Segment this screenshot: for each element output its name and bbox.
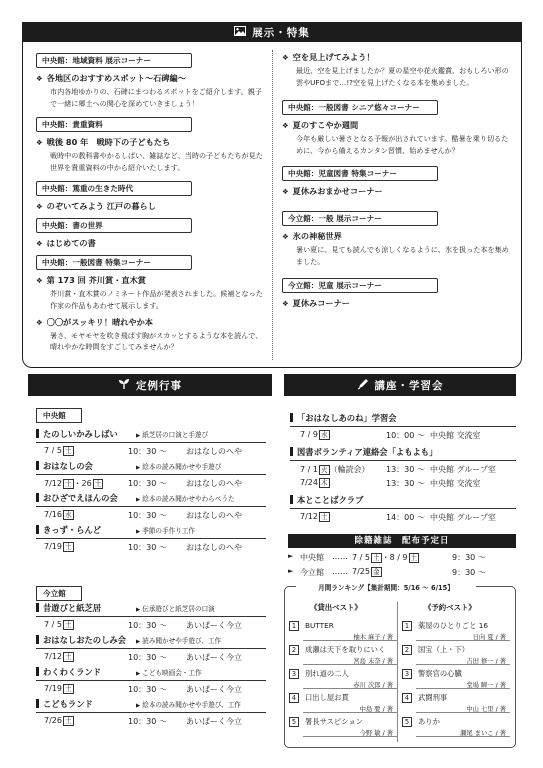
exhibit-title: はじめての書 bbox=[46, 238, 96, 249]
event-dow: 土 bbox=[64, 621, 72, 629]
event-place: おはなしのへや bbox=[186, 447, 242, 456]
exhibit-description: 戦時中の教科書やかるしばい、雑誌など、当時の子どもたちが見た世界を貴重資料の中から紹介いたします。 bbox=[50, 151, 263, 172]
exhibit-entry bbox=[282, 186, 514, 197]
lecture-rule bbox=[290, 508, 516, 509]
event-item[interactable] bbox=[36, 634, 266, 663]
rank-title: BUTTER bbox=[305, 621, 334, 630]
event-dow: 土 bbox=[64, 543, 72, 551]
ranking-item[interactable] bbox=[402, 645, 510, 667]
event-note: ▶ 絵本の読み聞かせや手遊び bbox=[136, 461, 221, 471]
exhibit-entry bbox=[36, 317, 264, 328]
arrow-right-icon: ► bbox=[288, 567, 294, 575]
lecture-time: 13：30 ～ bbox=[386, 479, 425, 488]
exhibit-tag: 中央館：一般図書 特集コーナー bbox=[36, 255, 192, 270]
event-date bbox=[44, 542, 74, 552]
event-place: おはなしのへや bbox=[186, 511, 242, 520]
lecture-dow: 土 bbox=[320, 513, 328, 521]
event-item[interactable] bbox=[36, 602, 266, 631]
event-item[interactable] bbox=[36, 524, 266, 553]
event-date-text: 7/19 bbox=[44, 542, 62, 551]
lecture-item[interactable] bbox=[290, 412, 516, 441]
exhibits-left-column bbox=[36, 47, 264, 353]
exhibit-tag: 今立館：一般 展示コーナー bbox=[282, 211, 438, 226]
event-note: ▶ 絵本の読み聞かせや手遊び、工作 bbox=[136, 699, 241, 709]
diamond-bullet-icon: ❖ bbox=[36, 138, 43, 148]
lecture-time: 10：00 ～ bbox=[386, 431, 425, 440]
discard-dots: …… bbox=[332, 552, 348, 561]
event-time: 10：30 ～ bbox=[128, 717, 167, 726]
event-dow: 土 bbox=[64, 480, 72, 488]
event-time: 10：30 ～ bbox=[128, 511, 167, 520]
ranking-item[interactable] bbox=[402, 717, 510, 739]
rank-author: 中山 七里 / 著 bbox=[466, 706, 506, 713]
event-dow: 土 bbox=[64, 685, 72, 693]
event-schedule bbox=[36, 542, 266, 553]
rank-author: 宮島 未奈 / 著 bbox=[353, 658, 393, 665]
diamond-bullet-icon: ❖ bbox=[36, 276, 43, 286]
rank-author: 中島 要 / 著 bbox=[359, 706, 393, 713]
exhibit-title: 第 173 回 芥川賞・直木賞 bbox=[46, 275, 146, 286]
event-title: たのしいかみしばい bbox=[36, 428, 118, 440]
discard-date1: 7 / 5 bbox=[352, 553, 370, 562]
diamond-bullet-icon: ❖ bbox=[36, 239, 43, 249]
rank-number: 3 bbox=[402, 669, 412, 679]
rank-author: 堂場 瞬一 / 著 bbox=[466, 682, 506, 689]
rank-number: 5 bbox=[402, 717, 412, 727]
event-schedule bbox=[36, 510, 266, 521]
rank-underline bbox=[416, 664, 510, 665]
rank-underline bbox=[416, 712, 510, 713]
rank-underline bbox=[303, 736, 397, 737]
exhibit-entry bbox=[282, 231, 514, 242]
diamond-bullet-icon: ❖ bbox=[36, 317, 43, 327]
diamond-bullet-icon: ❖ bbox=[282, 298, 289, 308]
rank-number: 4 bbox=[402, 693, 412, 703]
lecture-date-text: 7 / 1 bbox=[300, 465, 318, 474]
events-chuo-label: 中央館 bbox=[36, 408, 82, 423]
rank-number: 2 bbox=[402, 645, 412, 655]
event-place: おはなしのへや bbox=[186, 543, 242, 552]
lecture-date-text: 7 / 9 bbox=[300, 430, 318, 439]
discard-dow2: 土 bbox=[410, 554, 418, 562]
ranking-item[interactable] bbox=[402, 669, 510, 691]
exhibit-tag: 今立館：児童 展示コーナー bbox=[282, 278, 438, 293]
event-place: あいぱーく今立 bbox=[186, 621, 242, 630]
lecture-date-text: 7/12 bbox=[300, 512, 318, 521]
event-date-text: 7 / 5 bbox=[44, 620, 62, 629]
rank-underline bbox=[303, 664, 397, 665]
rank-number: 3 bbox=[289, 669, 299, 679]
arrow-right-icon: ► bbox=[288, 552, 294, 560]
exhibit-entry bbox=[282, 52, 514, 63]
event-title: わくわくランド bbox=[36, 666, 101, 678]
event-item[interactable] bbox=[36, 666, 266, 695]
event-date-text: 7/26 bbox=[44, 716, 62, 725]
exhibit-title: 氷の神秘世界 bbox=[292, 231, 342, 242]
event-schedule bbox=[36, 446, 266, 457]
event-note: ▶ 絵本の読み聞かせやわらべうた bbox=[136, 493, 235, 503]
discard-date1: 7/25 bbox=[352, 567, 370, 576]
lecture-schedule bbox=[290, 478, 516, 489]
event-rule bbox=[36, 474, 266, 475]
exhibit-description: 今年も厳しい暑さとなる予報が出されています。酷暑を乗り切るために、今から備えるカンタン習慣、始めませんか？ bbox=[296, 134, 509, 155]
reserve-best-title: 《予約ベスト》 bbox=[424, 603, 476, 612]
image-icon bbox=[234, 26, 246, 39]
event-note: ▶ 季節の手作り工作 bbox=[136, 525, 195, 535]
diamond-bullet-icon: ❖ bbox=[282, 121, 289, 131]
lecture-place: 中央館 グループ室 bbox=[430, 513, 496, 522]
event-dow: 水 bbox=[64, 511, 72, 519]
rank-underline bbox=[416, 640, 510, 641]
exhibit-tag: 中央館：児童図書 特集コーナー bbox=[282, 166, 438, 181]
exhibits-title: 展示・特集 bbox=[252, 26, 310, 39]
events-imadate-label: 今立館 bbox=[36, 586, 82, 601]
rank-number: 4 bbox=[289, 693, 299, 703]
event-time: 10：30 ～ bbox=[128, 447, 167, 456]
event-place: おはなしのへや bbox=[186, 479, 242, 488]
event-item[interactable] bbox=[36, 492, 266, 521]
loan-best-title: 《貸出ベスト》 bbox=[310, 603, 362, 612]
exhibit-tag: 中央館：一般図書 シニア悠々コーナー bbox=[282, 100, 438, 115]
diamond-bullet-icon: ❖ bbox=[282, 232, 289, 242]
event-date-text: 7/16 bbox=[44, 510, 62, 519]
event-title: おひざでえほんの会 bbox=[36, 492, 118, 504]
event-date-text: 7/19 bbox=[44, 684, 62, 693]
event-note: ▶ こども映画会・工作 bbox=[136, 667, 202, 677]
exhibit-tag: 中央館：書の世界 bbox=[36, 218, 192, 233]
event-place: あいぱーく今立 bbox=[186, 685, 242, 694]
exhibit-entry bbox=[282, 298, 514, 309]
event-note: ▶ 伝承遊びと紙芝居の口演 bbox=[136, 603, 215, 613]
event-schedule bbox=[36, 620, 266, 631]
events-title: 定例行事 bbox=[136, 379, 182, 392]
event-date bbox=[44, 510, 74, 520]
event-date bbox=[44, 446, 74, 456]
rank-number: 1 bbox=[402, 621, 412, 631]
lecture-schedule bbox=[290, 464, 516, 475]
event-date-text: 7 / 5 bbox=[44, 446, 62, 455]
exhibits-header bbox=[22, 22, 522, 42]
discard-dow1: 土 bbox=[372, 554, 380, 562]
lectures-header bbox=[284, 374, 516, 396]
diamond-bullet-icon: ❖ bbox=[282, 53, 289, 62]
rank-title: 薬屋のひとりごと 16 bbox=[418, 621, 488, 630]
exhibit-tag: 中央館：貴重資料 bbox=[36, 117, 192, 132]
rank-title: 国宝（上・下） bbox=[418, 645, 470, 654]
lectures-title: 講座・学習会 bbox=[374, 379, 444, 392]
lecture-place: 中央館 交流室 bbox=[430, 431, 481, 440]
rank-title: 口出し屋お貫 bbox=[305, 693, 349, 702]
exhibit-description: 最近、空を見上げましたか？夏の星空や花火鑑賞、おもしろい形の雲やUFOまで…!?空を見上げたくなる本を集めました。 bbox=[296, 66, 509, 87]
event-rule bbox=[36, 648, 266, 649]
exhibit-title: 夏休みコーナー bbox=[292, 297, 350, 308]
event-rule bbox=[36, 680, 266, 681]
lecture-date bbox=[300, 464, 370, 475]
lecture-item[interactable] bbox=[290, 446, 516, 489]
event-time: 10：30 ～ bbox=[128, 653, 167, 662]
lecture-date bbox=[300, 512, 330, 522]
discard-time: 9：30 ～ bbox=[452, 553, 486, 562]
event-rule bbox=[36, 442, 266, 443]
rank-underline bbox=[303, 712, 397, 713]
lecture-dow: 水 bbox=[320, 431, 328, 439]
event-time: 10：30 ～ bbox=[128, 543, 167, 552]
event-note: ▶ 紙芝居の口演と手遊び bbox=[136, 429, 208, 439]
event-date bbox=[44, 684, 74, 694]
ranking-item[interactable] bbox=[289, 717, 397, 739]
diamond-bullet-icon: ❖ bbox=[36, 202, 43, 212]
lecture-schedule bbox=[290, 512, 516, 523]
exhibit-entry bbox=[282, 120, 514, 131]
ranking-item[interactable] bbox=[402, 621, 510, 643]
exhibit-title: 各地区のおすすめスポット～石碑編～ bbox=[46, 73, 186, 83]
exhibit-title: 空を見上げてみよう！ bbox=[292, 52, 375, 62]
lecture-dow: 木 bbox=[320, 479, 328, 487]
lecture-place: 中央館 交流室 bbox=[430, 479, 481, 488]
lecture-schedule bbox=[290, 430, 516, 441]
event-date bbox=[44, 478, 103, 489]
rank-author: 赤川 次郎 / 著 bbox=[353, 682, 393, 689]
event-place: あいぱーく今立 bbox=[186, 717, 242, 726]
exhibits-right-column bbox=[282, 47, 514, 309]
rank-title: 成瀬は天下を取りにいく bbox=[305, 645, 386, 654]
ranking-item[interactable] bbox=[289, 621, 397, 643]
event-date2-text: ・26 bbox=[73, 479, 92, 488]
rank-number: 5 bbox=[289, 717, 299, 727]
lecture-time: 13：30 ～ bbox=[386, 465, 425, 474]
ranking-item[interactable] bbox=[289, 693, 397, 715]
rank-author: 瀬尾 まいこ / 著 bbox=[460, 730, 506, 737]
exhibit-entry bbox=[36, 73, 264, 84]
event-dow: 土 bbox=[64, 447, 72, 455]
exhibit-tag: 中央館：地域資料 展示コーナー bbox=[36, 53, 192, 68]
ranking-item[interactable] bbox=[289, 645, 397, 667]
discard-date2: 8 / 9 bbox=[389, 553, 408, 562]
rank-title: 別れ道の二人 bbox=[305, 669, 349, 678]
event-dow: 土 bbox=[64, 717, 72, 725]
lecture-date-text: 7/24 bbox=[300, 478, 318, 487]
ranking-divider bbox=[397, 602, 398, 742]
exhibit-entry bbox=[36, 275, 264, 286]
rank-number: 2 bbox=[289, 645, 299, 655]
exhibit-title: 戦後 80 年 戦時下の子どもたち bbox=[46, 137, 171, 148]
exhibit-description: 暑い夏に、見ても読んでも涼しくなるように、氷を扱った本を集めました。 bbox=[296, 245, 509, 266]
discard-time: 9：30 ～ bbox=[452, 568, 486, 577]
event-schedule bbox=[36, 684, 266, 695]
discard-row bbox=[288, 567, 508, 579]
discard-dots: …… bbox=[332, 567, 348, 576]
discard-dow1: 金 bbox=[372, 568, 380, 576]
event-title: おはなしおたのしみ会 bbox=[36, 634, 126, 646]
event-date bbox=[44, 716, 74, 726]
event-schedule bbox=[36, 716, 266, 727]
event-rule bbox=[36, 616, 266, 617]
event-title: こどもランド bbox=[36, 698, 93, 710]
rank-author: 柚木 麻子 / 著 bbox=[353, 634, 393, 641]
event-time: 10：30 ～ bbox=[128, 479, 167, 488]
discard-place: 中央館 bbox=[300, 553, 324, 562]
rank-author: 今野 敏 / 著 bbox=[359, 730, 393, 737]
event-schedule bbox=[36, 652, 266, 663]
event-rule bbox=[36, 712, 266, 713]
lecture-time: 14：00 ～ bbox=[386, 513, 425, 522]
diamond-bullet-icon: ❖ bbox=[36, 74, 43, 83]
lecture-title: 「おはなしあのね」学習会 bbox=[290, 412, 516, 424]
discard-place: 今立館 bbox=[300, 568, 324, 577]
rank-underline bbox=[416, 736, 510, 737]
lecture-item[interactable] bbox=[290, 494, 516, 523]
rank-underline bbox=[303, 688, 397, 689]
event-title: 昔遊びと紙芝居 bbox=[36, 602, 101, 614]
event-time: 10：30 ～ bbox=[128, 685, 167, 694]
rank-number: 1 bbox=[289, 621, 299, 631]
event-date-text: 7/12 bbox=[44, 652, 62, 661]
exhibit-description: 芥川賞・直木賞のノミネート作品が発表されました。候補となった作家の作品もあわせて展示します。 bbox=[50, 289, 263, 310]
event-rule bbox=[36, 506, 266, 507]
event-dow2: 土 bbox=[94, 480, 102, 488]
ranking-item[interactable] bbox=[402, 693, 510, 715]
lecture-date bbox=[300, 430, 330, 440]
exhibit-entry bbox=[36, 201, 264, 212]
rank-title: 警察官の心臓 bbox=[418, 669, 462, 678]
sprout-icon bbox=[118, 378, 130, 393]
rank-underline bbox=[303, 640, 397, 641]
rank-title: 武闘刑事 bbox=[418, 693, 448, 702]
event-date bbox=[44, 652, 74, 662]
event-date bbox=[44, 620, 74, 630]
exhibit-description: 市内各地ゆかりの、石碑にまつわるスポットをご紹介します。親子で一緒に郷土への関心を深めていきましょう！ bbox=[50, 87, 262, 108]
event-time: 10：30 ～ bbox=[128, 621, 167, 630]
lecture-extra: （輪読会） bbox=[329, 465, 370, 474]
lecture-dow: 火 bbox=[320, 466, 328, 474]
ranking-item[interactable] bbox=[289, 669, 397, 691]
event-date-text: 7/12 bbox=[44, 479, 62, 488]
exhibit-title: 夏休みおまかせコーナー bbox=[292, 186, 383, 197]
event-title: おはなしの会 bbox=[36, 460, 93, 472]
rank-title: ありか bbox=[418, 717, 440, 726]
exhibit-description: 暑さ、モヤモヤを吹き飛ばす胸がスカッとするような本を読んで、晴れやかな時間をすごしてみませんか？ bbox=[50, 330, 263, 352]
rank-author: 吉田 修一 / 著 bbox=[466, 658, 506, 665]
discard-row bbox=[288, 552, 508, 564]
event-note: ▶ 読み聞かせや手遊び、工作 bbox=[136, 635, 221, 645]
lecture-date bbox=[300, 478, 330, 488]
exhibit-entry bbox=[36, 238, 264, 249]
lecture-title: 本とことばクラブ bbox=[290, 494, 516, 506]
event-schedule bbox=[36, 478, 266, 489]
discard-sep: ・ bbox=[381, 553, 390, 562]
pen-icon bbox=[357, 378, 369, 393]
discard-dates bbox=[352, 552, 419, 563]
event-dow: 土 bbox=[64, 653, 72, 661]
exhibit-title: のぞいてみよう 江戸の暮らし bbox=[46, 201, 156, 212]
rank-title: 署長サスピション bbox=[305, 717, 363, 726]
lecture-title: 図書ボランティア連絡会「よもよも」 bbox=[290, 446, 516, 458]
exhibit-title: 〇〇がスッキリ！晴れやか本 bbox=[46, 316, 153, 327]
discard-dates bbox=[352, 567, 382, 577]
event-place: あいぱーく今立 bbox=[186, 653, 242, 662]
event-item[interactable] bbox=[36, 698, 266, 727]
ranking-title: 月間ランキング【集計期間：5/16 ～ 6/15】 bbox=[296, 582, 476, 592]
lecture-place: 中央館 グループ室 bbox=[430, 465, 496, 474]
lecture-rule bbox=[290, 426, 516, 427]
exhibit-entry bbox=[36, 137, 264, 148]
rank-underline bbox=[416, 688, 510, 689]
discard-title: 除籍雑誌 配布予定日 bbox=[288, 534, 516, 548]
diamond-bullet-icon: ❖ bbox=[282, 187, 289, 197]
lecture-rule bbox=[290, 460, 516, 461]
events-header bbox=[28, 374, 272, 396]
exhibit-title: 夏のすこやか週間 bbox=[292, 120, 359, 131]
event-item[interactable] bbox=[36, 428, 266, 457]
event-title: きっず・らんど bbox=[36, 524, 101, 536]
exhibits-divider bbox=[272, 50, 273, 360]
event-rule bbox=[36, 538, 266, 539]
rank-author: 日向 夏 / 著 bbox=[472, 634, 506, 641]
exhibit-tag: 中央館：篤重の生きた時代 bbox=[36, 181, 192, 196]
event-item[interactable] bbox=[36, 460, 266, 489]
